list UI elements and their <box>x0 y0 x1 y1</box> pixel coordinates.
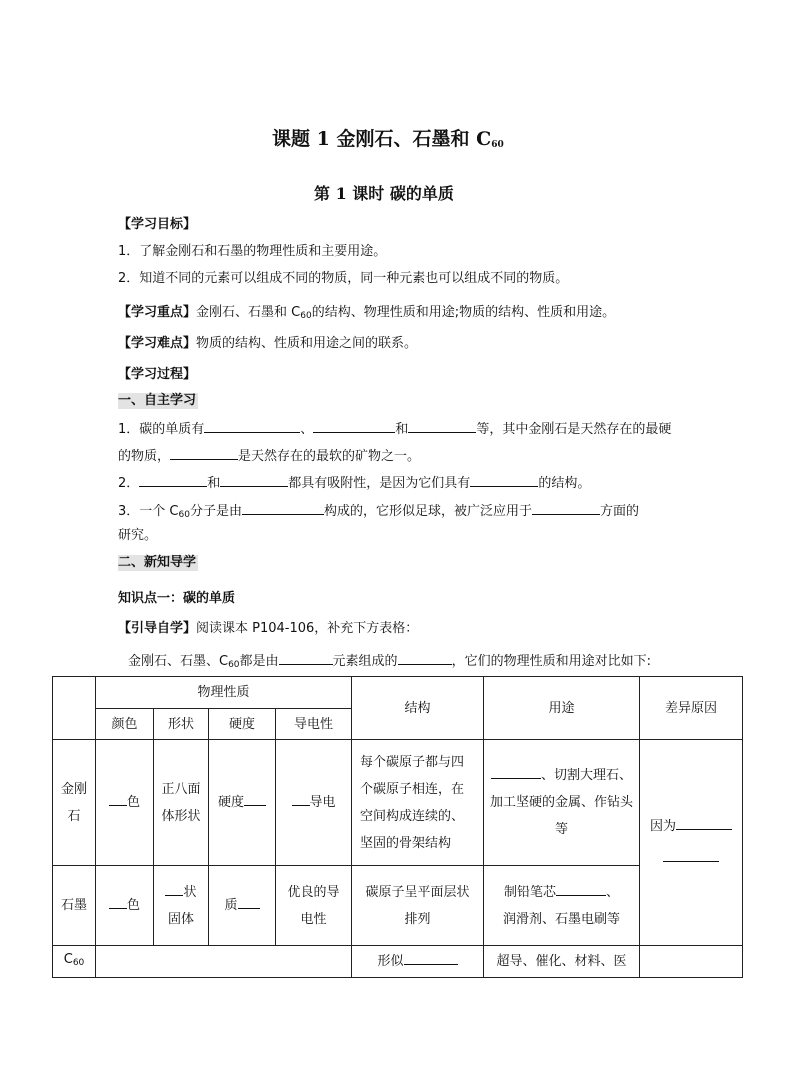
q2-text-a: 2． <box>118 476 140 491</box>
difficult-points <box>118 336 417 352</box>
c60-name-text: C <box>63 952 73 967</box>
graphite-color-text: 色 <box>126 898 140 913</box>
guide-line <box>118 621 418 637</box>
q2-blank-1[interactable] <box>139 473 207 487</box>
diamond-conductivity-blank[interactable] <box>292 792 310 806</box>
q1-blank-2[interactable] <box>313 419 395 433</box>
diamond-hardness-text: 硬度 <box>217 795 244 810</box>
question-3-line-2: 研究。 <box>118 528 158 543</box>
q1-text-c: 和 <box>395 422 409 437</box>
graphite-shape-blank[interactable] <box>165 882 183 896</box>
graphite-color-blank[interactable] <box>109 895 127 909</box>
graphite-shape-text-a: 状 <box>183 884 197 900</box>
header-conductivity: 导电性 <box>276 709 352 740</box>
c60-reason <box>640 946 743 978</box>
table-row-graphite <box>53 866 743 946</box>
goal-1: 1．了解金刚石和石墨的物理性质和主要用途。 <box>118 244 387 259</box>
key-points <box>118 305 615 324</box>
table-row-c60 <box>53 946 743 978</box>
graphite-hardness-text: 质 <box>224 898 238 913</box>
goal-2: 2．知道不同的元素可以组成不同的物质，同一种元素也可以组成不同的物质。 <box>118 271 569 286</box>
header-hardness: 硬度 <box>209 709 276 740</box>
question-1-line-2 <box>118 446 420 465</box>
goals-heading: 【学习目标】 <box>118 217 197 232</box>
section-self-study: 一、自主学习 <box>118 393 197 408</box>
diamond-uses <box>484 740 640 866</box>
q3-text-c: 构成的，它形似足球，被广泛应用于 <box>323 504 532 519</box>
header-physical-properties: 物理性质 <box>96 677 352 709</box>
diamond-color-blank[interactable] <box>109 792 127 806</box>
header-blank-cell <box>53 677 96 740</box>
reason-blank-2[interactable] <box>663 848 719 862</box>
graphite-use-text-c: 润滑剂、石墨电刷等 <box>503 911 621 927</box>
graphite-use-text-a: 制铅笔芯 <box>504 884 557 900</box>
title-main: 课题 1 金刚石、石墨和 C <box>272 128 492 150</box>
q2-text-b: 和 <box>207 476 221 491</box>
intro-text-d: ，它们的物理性质和用途对比如下: <box>451 654 651 669</box>
graphite-structure: 碳原子呈平面层状排列 <box>352 866 484 946</box>
graphite-hardness-blank[interactable] <box>238 895 260 909</box>
header-color: 颜色 <box>96 709 154 740</box>
diff-text: 物质的结构、性质和用途之间的联系。 <box>196 336 418 351</box>
section-new-knowledge: 二、新知导学 <box>118 555 197 570</box>
diamond-conductivity <box>276 740 352 866</box>
graphite-conductivity: 优良的导电性 <box>276 866 352 946</box>
header-shape: 形状 <box>154 709 209 740</box>
graphite-uses <box>484 866 640 946</box>
question-2 <box>118 473 590 492</box>
q3-text-b: 分子是由 <box>189 504 242 519</box>
key-text-b: 的结构、物理性质和用途;物质的结构、性质和用途。 <box>311 305 616 320</box>
comparison-table <box>52 676 743 978</box>
header-uses: 用途 <box>484 677 640 740</box>
intro-text-c: 元素组成的 <box>332 654 398 669</box>
intro-subscript: 60 <box>228 660 240 670</box>
reason-blank-1[interactable] <box>676 816 732 830</box>
title-subscript: 60 <box>491 140 504 150</box>
intro-text-b: 都是由 <box>239 654 279 669</box>
c60-structure-text: 形似 <box>377 954 404 969</box>
graphite-use-blank[interactable] <box>556 882 606 896</box>
key-heading: 【学习重点】 <box>118 305 197 320</box>
graphite-color <box>96 866 154 946</box>
header-structure: 结构 <box>352 677 484 740</box>
diamond-color-text: 色 <box>126 795 140 810</box>
key-subscript: 60 <box>300 311 312 321</box>
q1-blank-3[interactable] <box>408 419 476 433</box>
c60-name-subscript: 60 <box>72 958 85 968</box>
lesson-title: 第 1 课时 碳的单质 <box>314 184 454 203</box>
graphite-name: 石墨 <box>53 866 96 946</box>
header-reason: 差异原因 <box>640 677 743 740</box>
graphite-shape-text-b: 固体 <box>167 911 194 927</box>
reason-text: 因为 <box>650 818 677 834</box>
intro-blank-1[interactable] <box>279 651 333 665</box>
diamond-color <box>96 740 154 866</box>
q2-blank-3[interactable] <box>470 473 538 487</box>
diamond-shape: 正八面体形状 <box>154 740 209 866</box>
c60-physical-properties <box>96 946 352 978</box>
c60-structure-blank[interactable] <box>404 951 458 965</box>
question-1-line-1 <box>118 419 671 438</box>
diamond-name: 金刚石 <box>53 740 96 866</box>
q2-text-c: 都具有吸附性，是因为它们具有 <box>288 476 471 491</box>
diamond-structure: 每个碳原子都与四个碳原子相连，在空间构成连续的、坚固的骨架结构 <box>352 740 484 866</box>
diamond-use-blank[interactable] <box>491 765 541 779</box>
key-text-a: 金刚石、石墨和 C <box>196 305 301 320</box>
diamond-conductivity-text: 导电 <box>309 795 336 810</box>
question-3-line-1 <box>118 501 639 523</box>
graphite-shape <box>154 866 209 946</box>
table-header-row-1 <box>53 677 743 709</box>
q2-text-d: 的结构。 <box>538 476 591 491</box>
intro-text-a: 金刚石、石墨、C <box>128 654 229 669</box>
q1-text-f: 是天然存在的最软的矿物之一。 <box>238 449 421 464</box>
diamond-use-text: 、切割大理石、加工坚硬的金属、作钻头等 <box>490 768 634 837</box>
table-row-diamond <box>53 740 743 866</box>
c60-structure <box>352 946 484 978</box>
diamond-hardness <box>209 740 276 866</box>
q1-text-a: 1．碳的单质有 <box>118 422 205 437</box>
q3-blank-2[interactable] <box>532 501 600 515</box>
page-title <box>272 124 504 151</box>
q1-text-b: 、 <box>300 422 314 437</box>
q3-text-d: 方面的 <box>599 504 639 519</box>
guide-text: 阅读课本 P104-106，补充下方表格： <box>196 621 419 636</box>
intro-blank-2[interactable] <box>398 651 452 665</box>
guide-heading: 【引导自学】 <box>118 621 197 636</box>
q1-blank-4[interactable] <box>170 446 238 460</box>
process-heading: 【学习过程】 <box>118 367 197 382</box>
q1-text-e: 的物质， <box>118 449 171 464</box>
reason-cell <box>640 740 743 946</box>
q1-blank-1[interactable] <box>204 419 300 433</box>
diamond-hardness-blank[interactable] <box>244 792 266 806</box>
q3-text-a: 3．一个 C <box>118 504 179 519</box>
q3-blank-1[interactable] <box>242 501 324 515</box>
q1-text-d: 等，其中金刚石是天然存在的最硬 <box>476 422 672 437</box>
q2-blank-2[interactable] <box>220 473 288 487</box>
c60-uses: 超导、催化、材料、医 <box>484 946 640 978</box>
knowledge-point-1: 知识点一：碳的单质 <box>118 591 236 606</box>
c60-name <box>53 946 96 978</box>
diff-heading: 【学习难点】 <box>118 336 197 351</box>
q3-subscript: 60 <box>178 510 190 520</box>
graphite-use-text-b: 、 <box>606 884 620 900</box>
table-intro <box>128 651 651 673</box>
graphite-hardness <box>209 866 276 946</box>
